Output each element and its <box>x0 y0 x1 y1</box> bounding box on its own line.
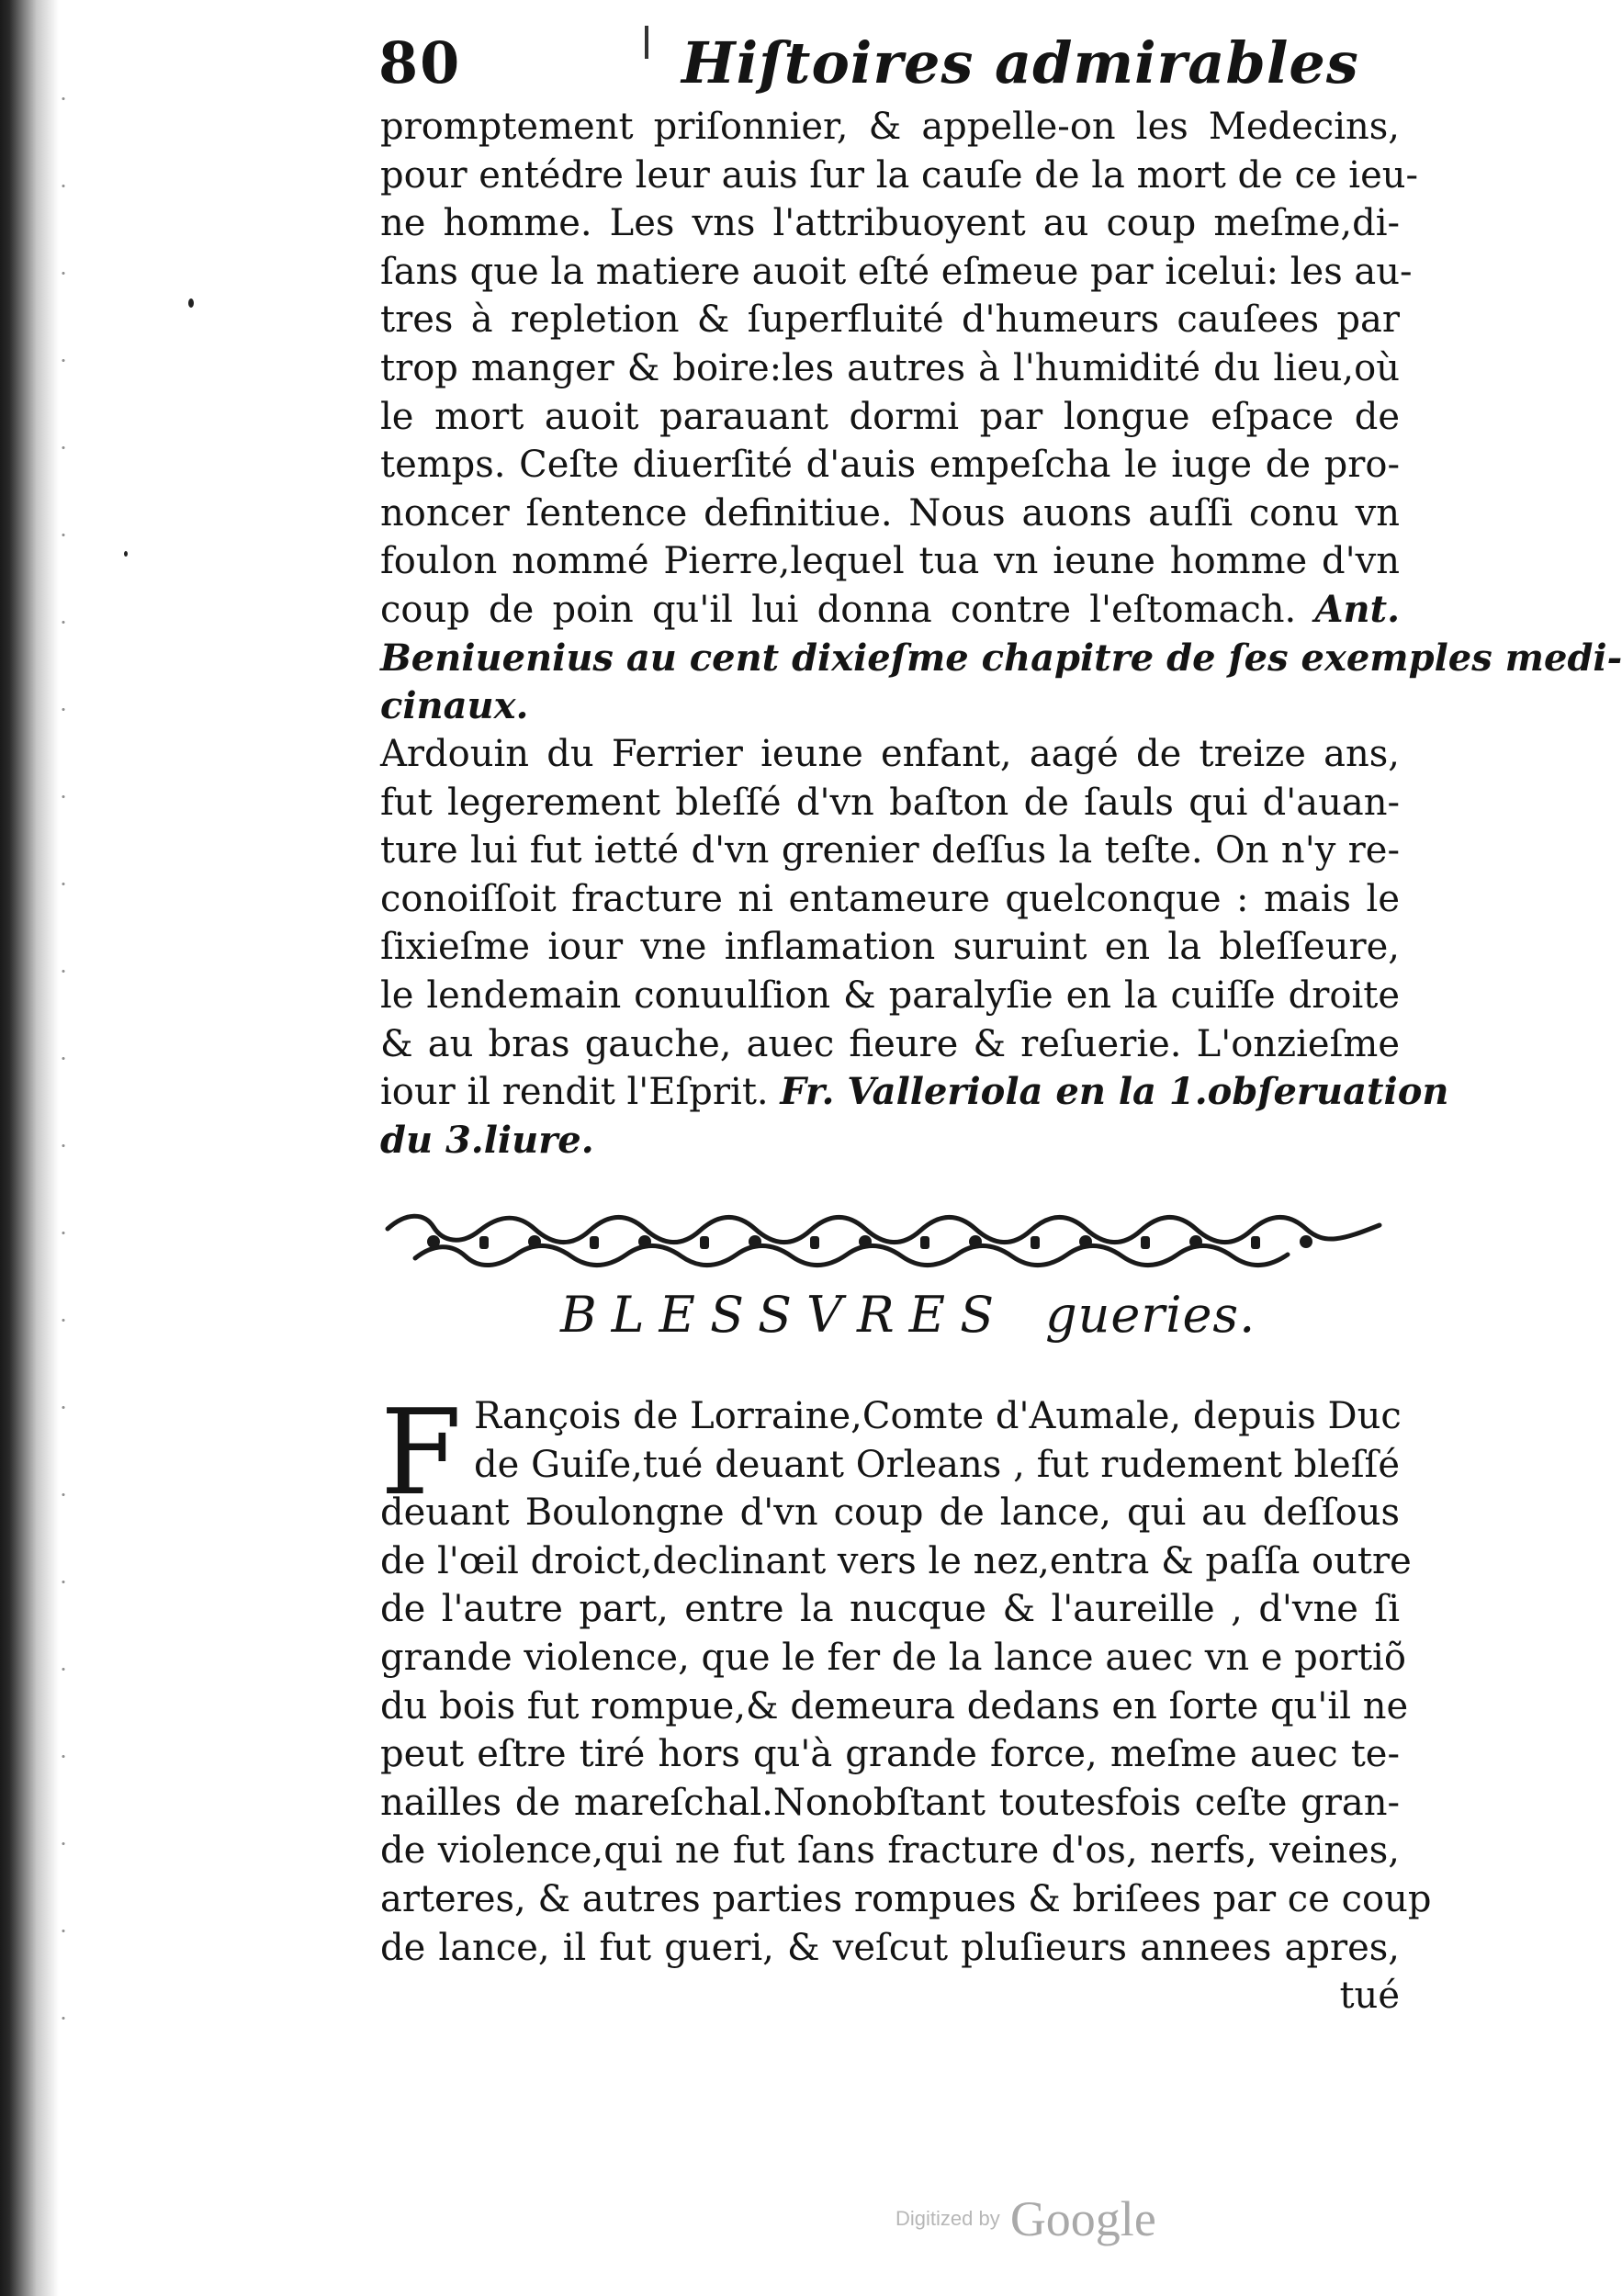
text-line: tres à repletion & ſuperfluité d'humeurs cauſees par <box>380 298 1400 342</box>
ink-speck <box>188 298 194 308</box>
text-line: peut eſtre tiré hors qu'à grande force, meſme auec te- <box>380 1733 1400 1776</box>
digitizer-watermark <box>895 2190 1199 2255</box>
passage-francois <box>380 1385 1432 2020</box>
text-line: trop manger & boire:les autres à l'humidité du lieu,où <box>380 346 1400 389</box>
text-line: le lendemain conuulſion & paralyſie en la cuiſſe droite <box>380 974 1400 1017</box>
google-logo: Google <box>1009 2191 1156 2246</box>
head-tick-mark <box>645 26 648 59</box>
text-line: arteres, & autres parties rompues & briſees par ce coup <box>380 1877 1432 1920</box>
text-line: ſans que la matiere auoit eſté eſmeue par icelui: les au- <box>380 250 1413 293</box>
text-line: ture lui fut ietté d'vn grenier deſſus la teſte. On n'y re- <box>380 829 1400 872</box>
running-title: Hiſtoires admirables <box>681 29 1359 96</box>
citation-line: Beniuenius au cent dixieſme chapitre de ſes exemples medi- <box>380 636 1622 680</box>
gutter-specks <box>55 55 72 2076</box>
ornament-band <box>378 1203 1389 1277</box>
text-line: grande violence, que le fer de la lance auec vn e portiõ <box>380 1636 1406 1679</box>
text-line: Ardouin du Ferrier ieune enfant, aagé de treize ans, <box>380 733 1400 775</box>
text-line: Rançois de Lorraine,Comte d'Aumale, depuis Duc <box>474 1395 1402 1437</box>
text-line: de l'œil droict,declinant vers le nez,entra & paſſa outre <box>380 1539 1412 1582</box>
citation-author: Fr. Valleriola en la 1.obſeruation <box>780 1070 1449 1114</box>
text-line: & au bras gauche, auec fieure & reſuerie. L'onzieſme <box>380 1022 1400 1065</box>
text-line: noncer ſentence definitiue. Nous auons auſſi conu vn <box>380 491 1400 535</box>
ink-speck <box>124 551 128 557</box>
passage-continuation <box>380 103 1622 731</box>
text-line: ſixieſme iour vne inflamation suruint en la bleſſeure, <box>380 926 1400 969</box>
text-line: de Guiſe,tué deuant Orleans , fut rudement bleſſé <box>474 1443 1400 1486</box>
text-line: temps. Ceſte diuerſité d'auis empeſcha le iuge de pro- <box>380 444 1400 487</box>
ornament-graphic <box>378 1203 1389 1277</box>
heading-word: BLESSVRES <box>560 1286 1009 1344</box>
citation-author: Ant. <box>1314 587 1401 631</box>
page-number: 80 <box>378 29 462 96</box>
text-line: nailles de mareſchal.Nonobſtant toutesfois ceſte gran- <box>380 1781 1400 1824</box>
text-line: ne homme. Les vns l'attribuoyent au coup meſme,di- <box>380 202 1400 245</box>
text-segment: iour il rendit l'Eſprit. <box>380 1071 769 1114</box>
section-heading <box>560 1286 1258 1352</box>
text-line: fut legerement bleſſé d'vn baſton de ſauls qui d'auan- <box>380 781 1400 824</box>
text-line <box>380 586 1400 635</box>
text-line: du bois fut rompue,& demeura dedans en ſorte qu'il ne <box>380 1684 1409 1728</box>
text-line: le mort auoit parauant dormi par longue eſpace de <box>380 395 1400 438</box>
text-line: promptement priſonnier, & appelle-on les Medecins, <box>380 106 1400 148</box>
citation-line: cinaux. <box>380 684 529 728</box>
digitized-label: Digitized by <box>895 2207 1000 2230</box>
text-line <box>380 1068 1449 1117</box>
binding-shadow <box>0 0 59 2296</box>
text-segment: coup de poin qu'il lui donna contre l'eſtomach. <box>380 588 1297 631</box>
text-line: de lance, il fut gueri, & veſcut pluſieurs annees apres, <box>380 1926 1400 1969</box>
heading-word: gueries. <box>1045 1286 1256 1344</box>
text-line: de l'autre part, entre la nucque & l'aureille , d'vne ſi <box>380 1588 1400 1631</box>
running-head <box>378 20 1359 103</box>
citation-line: du 3.liure. <box>380 1118 594 1162</box>
text-line: foulon nommé Pierre,lequel tua vn ieune homme d'vn <box>380 540 1400 583</box>
text-line: de violence,qui ne fut ſans fracture d'os, nerfs, veines, <box>380 1829 1400 1873</box>
text-line: deuant Boulongne d'vn coup de lance, qui au deſſous <box>380 1491 1400 1535</box>
drop-cap: F <box>380 1385 462 1522</box>
passage-ardouin <box>380 730 1449 1165</box>
text-line: conoiſſoit fracture ni entameure quelconque : mais le <box>380 877 1400 920</box>
catchword: tué <box>1339 1975 1400 2018</box>
text-line: pour entédre leur auis ſur la cauſe de la mort de ce ieu- <box>380 153 1419 197</box>
